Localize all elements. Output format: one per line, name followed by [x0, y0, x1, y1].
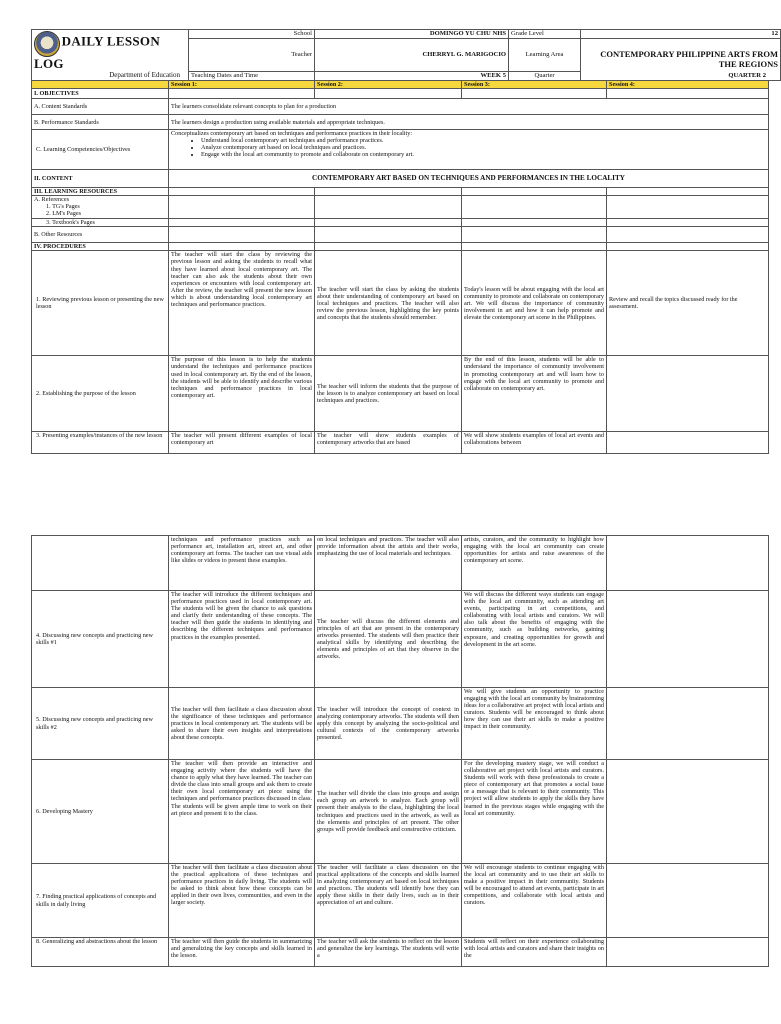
procedures-heading: IV. PROCEDURES	[32, 243, 169, 251]
row3-session1: The teacher will present different examples of local contemporary art	[169, 432, 315, 454]
session-2-header: Session 2:	[315, 81, 462, 89]
row7-session4	[607, 864, 769, 938]
row2-session2: The teacher will inform the students that the purpose of the lesson is to analyze contemporary art based on local techniques and practices.	[315, 356, 462, 432]
competency-item: • Understand local contemporary art techniques and performance practices.	[201, 137, 766, 144]
row8-session3: Students will reflect on their experience collaborating with local artists and curators and share their insights on the	[462, 938, 607, 967]
page-title: DAILY LESSON LOG	[34, 33, 161, 71]
row2-label: 2. Establishing the purpose of the lesson	[32, 356, 169, 432]
teacher-label: Teacher	[189, 39, 315, 72]
row8-session2: The teacher will ask the students to reflect on the lesson and generalize the key learnings. The students will write a	[315, 938, 462, 967]
row7-session3: We will encourage students to continue engaging with the local art community and to use their art skills to make a positive impact in their community. Students will be encouraged to attend art events, participate in art competitions, and collaborate with local artists and curators.	[462, 864, 607, 938]
row2-session4	[607, 356, 769, 432]
references-label: A. References	[34, 196, 70, 204]
row6-session1: The teacher will then provide an interactive and engaging activity where the students will have the chance to apply what they have learned. The teacher can divide the class into small groups and ask them to create their own local contemporary art piece using the techniques and performance practices discussed in class. The students will be given ample time to work on their art piece and present it to the class.	[169, 760, 315, 864]
resources-heading: III. LEARNING RESOURCES	[32, 188, 169, 196]
row7-session1: The teacher will then facilitate a class discussion about the practical applications of these techniques and performance practices in daily living. The students will be asked to think about how these concepts can be applied in their own lives, communities, and even in the larger society.	[169, 864, 315, 938]
area-label: Learning Area	[509, 39, 581, 72]
lesson-table-page2	[31, 535, 769, 967]
textbook-pages-label: 3. Textbook's Pages	[32, 219, 169, 227]
row7-session2: The teacher will facilitate a class discussion on the practical applications of the concepts and skills learned in analyzing contemporary art based on local techniques and practices. The students will identify how they can apply these skills in their daily lives, such as in their appreciation of art and culture.	[315, 864, 462, 938]
references-cell	[32, 196, 169, 219]
deped-seal-icon	[34, 31, 60, 57]
tg-pages-label: 1. TG's Pages	[46, 203, 80, 211]
quarter-row-blank	[32, 81, 169, 89]
row3-session2: The teacher will show students examples of contemporary artworks that are based	[315, 432, 462, 454]
row7-label: 7. Finding practical applications of concepts and skills in daily living	[32, 864, 169, 938]
header-table	[31, 29, 781, 81]
row3-label: 3. Presenting examples/instances of the new lesson	[32, 432, 169, 454]
row1-session1: The teacher will start the class by reviewing the previous lesson and asking the students to recall what they have learned about local contemporary art. The teacher can also ask the students about their own experiences or encounters with local contemporary art. After the review, the teacher will present the new lesson which is about understanding local contemporary art techniques and performance practices.	[169, 251, 315, 356]
row3-session3: We will show students examples of local art events and collaborations between	[462, 432, 607, 454]
session-3-header: Session 3:	[462, 81, 607, 89]
teacher-value: CHERRYL G. MARIGOCIO	[315, 39, 509, 72]
row5-session2: The teacher will introduce the concept of context in analyzing contemporary artworks. The students will then apply this concept by analyzing the socio-political and cultural contexts of the contemporary artworks presented.	[315, 688, 462, 760]
row1-session2: The teacher will start the class by asking the students about their understanding of contemporary art based on local techniques and practices. The teacher will also review the previous lesson, highlighting the key points and concepts that the students should remember.	[315, 251, 462, 356]
competencies-text	[169, 130, 769, 170]
row5-session3: We will give students an opportunity to practice engaging with the local art community by brainstorming ideas for a collaborative art project with local artists and curators. Students will be encouraged to think about how they can use their art skills to make a positive impact in their community.	[462, 688, 607, 760]
performance-standards-text: The learners design a production using available materials and appropriate techniques.	[169, 115, 769, 130]
week-value: WEEK 5	[315, 72, 509, 81]
other-resources-label: B. Other Resources	[32, 227, 169, 243]
row6-session2: The teacher will divide the class into groups and assign each group an artwork to analyze. Each group will present their analysis to the class, highlighting the local techniques and practices used in the artwork, as well as the elements and principles of art present. The other groups will provide feedback and constructive criticism.	[315, 760, 462, 864]
content-title: CONTEMPORARY ART BASED ON TECHNIQUES AND PERFORMANCES IN THE LOCALITY	[169, 170, 769, 188]
row5-session4	[607, 688, 769, 760]
row8-session1: The teacher will then guide the students in summarizing and generalizing the key concepts and skills learned in the lesson.	[169, 938, 315, 967]
school-value: DOMINGO YU CHU NHS	[315, 30, 509, 39]
content-standards-text: The learners consolidate relevant concepts to plan for a production	[169, 99, 769, 115]
objectives-heading: I. OBJECTIVES	[32, 89, 169, 99]
dates-label: Teaching Dates and Time	[189, 72, 315, 81]
row6-session4	[607, 760, 769, 864]
row3-cont-session1: techniques and performance practices such as performance art, installation art, street art, and other contemporary art forms. The teacher can use visual aids like slides or videos to present these examples.	[169, 536, 315, 591]
row3-cont-session3: artists, curators, and the community to highlight how engaging with the local art community can create opportunities for artists and raise awareness of the contemporary art scene.	[462, 536, 607, 591]
row4-session2: The teacher will discuss the different elements and principles of art that are present in the contemporary artworks presented. The students will then practice their analytical skills by identifying and describing the elements and principles of art that they observe in the artworks.	[315, 591, 462, 688]
competency-item: • Analyze contemporary art based on local techniques and practices.	[201, 144, 766, 151]
row5-session1: The teacher will then facilitate a class discussion about the significance of these techniques and performance practices in local contemporary art. The students will be asked to share their own insights and interpretations about these concepts.	[169, 688, 315, 760]
grade-value: 12	[581, 30, 781, 39]
row4-label: 4. Discussing new concepts and practicing new skills #1	[32, 591, 169, 688]
row4-session4	[607, 591, 769, 688]
area-value: CONTEMPORARY PHILIPPINE ARTS FROM THE REGIONS	[581, 39, 781, 81]
competencies-intro: Conceptualizes contemporary art based on techniques and performance practices in their locality:	[171, 130, 413, 138]
content-heading: II. CONTENT	[32, 170, 169, 188]
quarter-label: Quarter	[509, 72, 581, 81]
row1-label: 1. Reviewing previous lesson or presenting the new lesson	[32, 251, 169, 356]
school-label: School	[189, 30, 315, 39]
grade-label: Grade Level	[509, 30, 581, 39]
row3-cont-session4	[607, 536, 769, 591]
row3-session4	[607, 432, 769, 454]
department-name: Department of Education	[109, 71, 180, 79]
session-4-label: Session 4:	[609, 81, 635, 88]
row6-label: 6. Developing Mastery	[32, 760, 169, 864]
row1-session4: Review and recall the topics discussed ready for the assessment.	[607, 251, 769, 356]
page-one	[0, 29, 779, 454]
content-standards-label: A. Content Standards	[32, 99, 169, 115]
session-1-header: Session 1:	[169, 81, 315, 89]
quarter-value: QUARTER 2	[728, 72, 766, 79]
row3-cont-session2: on local techniques and practices. The teacher will also provide information about the artists and their works, emphasizing the use of local materials and techniques.	[315, 536, 462, 591]
row8-session4	[607, 938, 769, 967]
row2-session3: By the end of this lesson, students will be able to understand the importance of community involvement in promoting contemporary art and will learn how to engage with the local art community to promote and collaborate on contemporary art.	[462, 356, 607, 432]
row6-session3: For the developing mastery stage, we will conduct a collaborative art project with local artists and curators. Students will work with these professionals to create a piece of contemporary art that promotes a social issue or a message that is relevant to their community. This project will allow students to apply the skills they have learned in the previous stages while engaging with the local art community.	[462, 760, 607, 864]
header-brand	[32, 30, 189, 81]
session-4-header	[607, 72, 769, 89]
row3-cont-label	[32, 536, 169, 591]
row4-session3: We will discuss the different ways students can engage with the local art community, such as attending art events, participating in art competitions, and collaborating with local artists and curators. We will also talk about the benefits of engaging with the community, such as building networks, gaining exposure, and creating opportunities for growth and development in the art scene.	[462, 591, 607, 688]
lm-pages-label: 2. LM's Pages	[46, 210, 81, 218]
competencies-label: C. Learning Competencies/Objectives	[32, 130, 169, 170]
competency-item: • Engage with the local art community to promote and collaborate on contemporary art.	[201, 151, 766, 158]
competencies-list	[171, 137, 766, 158]
row8-label: 8. Generalizing and abstractions about the lesson	[32, 938, 169, 967]
row2-session1: The purpose of this lesson is to help the students understand the techniques and performance practices used in local contemporary art. By the end of the lesson, the students will be able to identify and describe various techniques and performance practices in local contemporary art.	[169, 356, 315, 432]
row5-label: 5. Discussing new concepts and practicing new skills #2	[32, 688, 169, 760]
row4-session1: The teacher will introduce the different techniques and performance practices used in local contemporary art. The students will be given the chance to ask questions and clarify their understanding of these concepts. The teacher will then guide the students in identifying and describing the different techniques and performance practices in the examples presented.	[169, 591, 315, 688]
row1-session3: Today's lesson will be about engaging with the local art community to promote and collaborate on contemporary art. We will discuss the importance of community involvement in art and how it can help promote and elevate the contemporary art scene in the Philippines.	[462, 251, 607, 356]
page-two	[0, 535, 768, 967]
performance-standards-label: B. Performance Standards	[32, 115, 169, 130]
